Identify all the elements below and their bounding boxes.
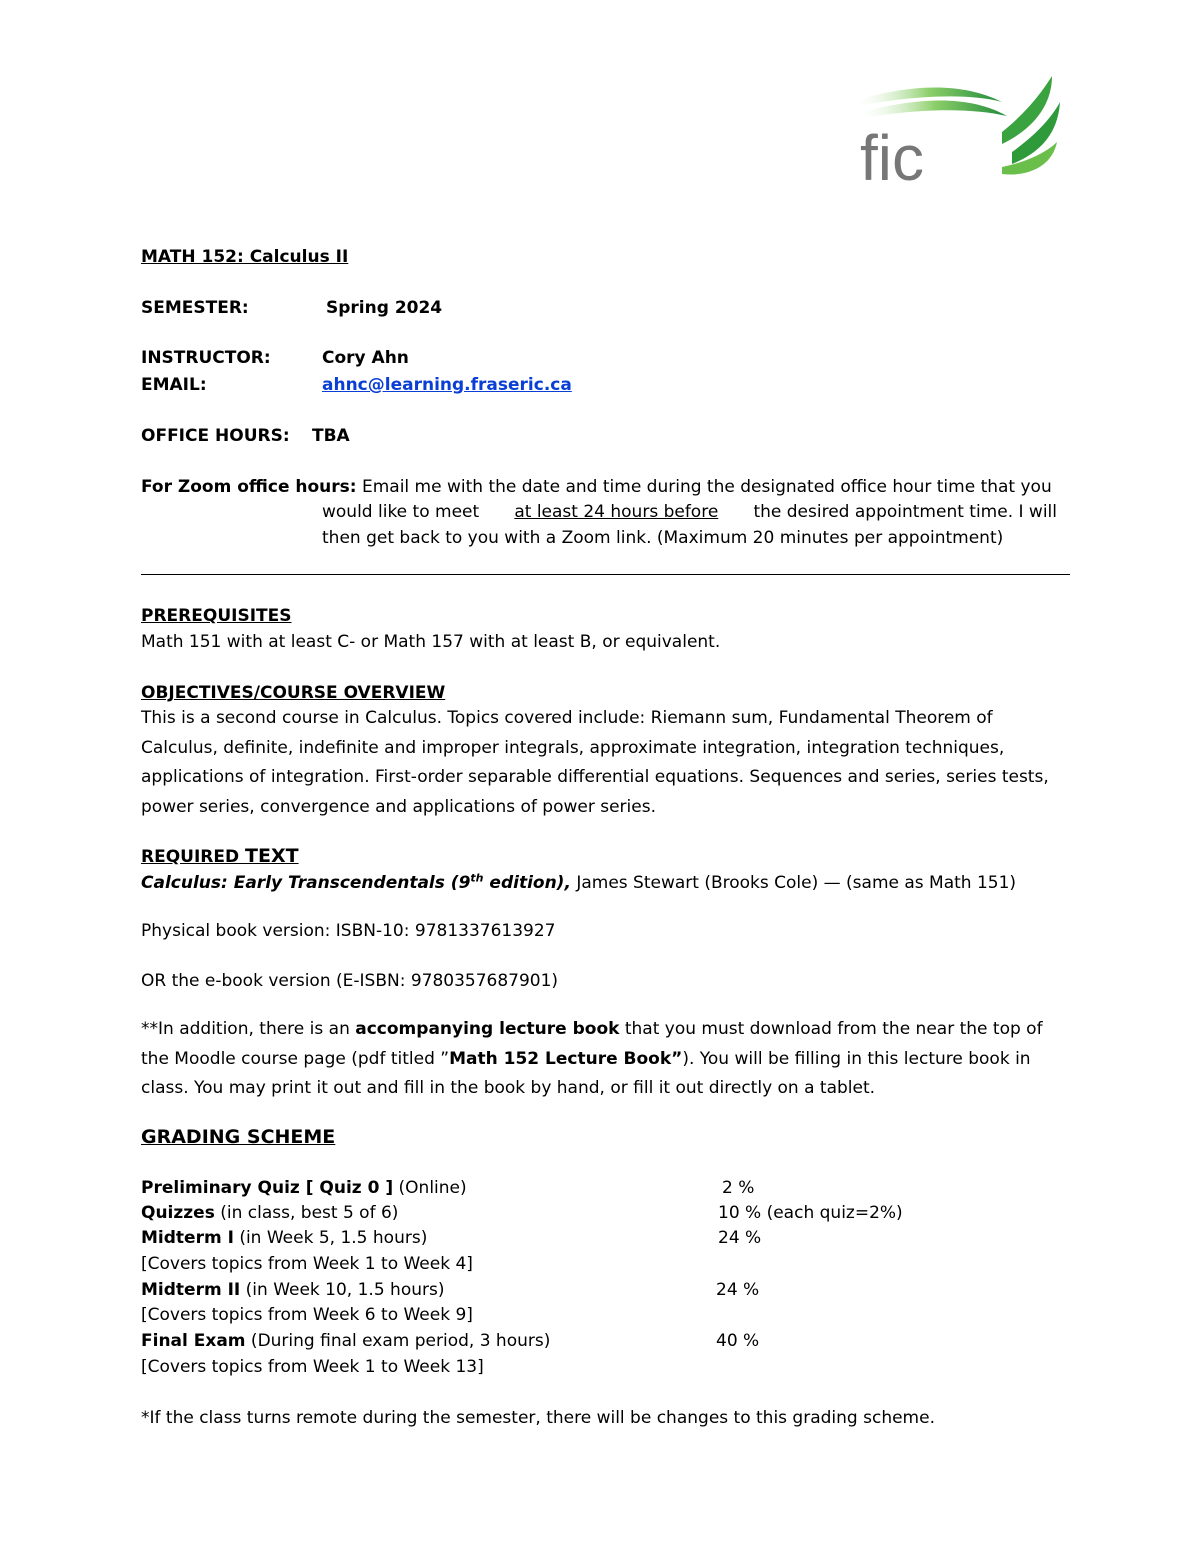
office-hours-label: OFFICE HOURS: bbox=[141, 426, 290, 446]
required-heading-part-b: TEXT bbox=[245, 845, 299, 867]
grading-row bbox=[141, 1228, 427, 1248]
grading-note: *If the class turns remote during the semester, there will be changes to this grading scheme. bbox=[141, 1408, 935, 1428]
zoom-line-1 bbox=[141, 477, 1052, 497]
book-title-end: edition), bbox=[483, 873, 571, 893]
grading-row bbox=[141, 1305, 473, 1325]
lecture-book-note bbox=[141, 1015, 1061, 1104]
book-title-sup: th bbox=[470, 871, 484, 885]
fic-logo bbox=[852, 72, 1062, 187]
book-citation bbox=[141, 873, 1016, 893]
grading-item-detail: (During final exam period, 3 hours) bbox=[245, 1331, 551, 1351]
grading-item-detail: (Online) bbox=[393, 1178, 467, 1198]
grading-row bbox=[141, 1357, 484, 1377]
grading-item-name: Midterm II bbox=[141, 1280, 241, 1300]
prereq-heading: PREREQUISITES bbox=[141, 606, 292, 626]
note-part-b: accompanying lecture book bbox=[355, 1019, 620, 1039]
grading-row bbox=[141, 1254, 473, 1274]
book-title: Calculus: Early Transcendentals (9 bbox=[141, 873, 471, 893]
zoom-text-1: Email me with the date and time during the designated office hour time that you bbox=[361, 477, 1052, 497]
grading-row bbox=[141, 1331, 550, 1351]
grading-item-name: Midterm I bbox=[141, 1228, 234, 1248]
zoom-line-2 bbox=[322, 502, 1057, 522]
zoom-label: For Zoom office hours: bbox=[141, 477, 357, 497]
grading-value: 40 % bbox=[716, 1331, 760, 1351]
physical-book: Physical book version: ISBN-10: 9781337613927 bbox=[141, 921, 556, 941]
objectives-heading: OBJECTIVES/COURSE OVERVIEW bbox=[141, 683, 446, 703]
grading-value: 2 % bbox=[722, 1178, 755, 1198]
course-title: MATH 152: Calculus II bbox=[141, 247, 349, 267]
grading-row bbox=[141, 1178, 467, 1198]
grading-item-name: Quizzes bbox=[141, 1203, 215, 1223]
grading-item-detail: (in class, best 5 of 6) bbox=[214, 1203, 399, 1223]
semester-label: SEMESTER: bbox=[141, 298, 249, 318]
required-heading-part-a: REQUIRED bbox=[141, 847, 246, 867]
office-hours-value: TBA bbox=[312, 426, 350, 446]
grading-value: 24 % bbox=[716, 1280, 760, 1300]
zoom-text-2-underlined: at least 24 hours before bbox=[514, 502, 719, 522]
ebook-version: OR the e-book version (E-ISBN: 9780357687901) bbox=[141, 971, 559, 991]
email-link[interactable]: ahnc@learning.fraseric.ca bbox=[322, 375, 572, 395]
grading-heading: GRADING SCHEME bbox=[141, 1126, 336, 1148]
instructor-value: Cory Ahn bbox=[322, 348, 409, 368]
note-part-a: **In addition, there is an bbox=[141, 1019, 356, 1039]
grading-item-detail: [Covers topics from Week 1 to Week 13] bbox=[141, 1357, 484, 1377]
grading-row bbox=[141, 1203, 398, 1223]
logo-text: fic bbox=[860, 122, 924, 187]
grading-item-name: Final Exam bbox=[141, 1331, 246, 1351]
horizontal-rule bbox=[141, 574, 1070, 575]
note-part-e: ). You will be filling in this lecture book in class. You may print it out and fill in the book by hand, or fill it out directly on a tablet. bbox=[141, 1048, 1031, 1098]
email-label: EMAIL: bbox=[141, 375, 207, 395]
semester-value: Spring 2024 bbox=[326, 298, 443, 318]
book-author: James Stewart (Brooks Cole) — (same as Math 151) bbox=[570, 873, 1017, 893]
grading-item-detail: (in Week 5, 1.5 hours) bbox=[233, 1228, 428, 1248]
grading-row bbox=[141, 1280, 444, 1300]
grading-item-detail: [Covers topics from Week 1 to Week 4] bbox=[141, 1254, 473, 1274]
required-text-heading bbox=[141, 845, 299, 868]
zoom-text-2b: the desired appointment time. I will bbox=[753, 502, 1057, 522]
note-part-c: that you must download from the near the top of the Moodle course page (pdf titled ” bbox=[141, 1019, 1043, 1069]
prereq-text: Math 151 with at least C- or Math 157 with at least B, or equivalent. bbox=[141, 632, 721, 652]
grading-item-name: Preliminary Quiz [ Quiz 0 ] bbox=[141, 1178, 394, 1198]
note-part-d: Math 152 Lecture Book” bbox=[449, 1048, 683, 1069]
grading-item-detail: (in Week 10, 1.5 hours) bbox=[240, 1280, 445, 1300]
grading-item-detail: [Covers topics from Week 6 to Week 9] bbox=[141, 1305, 473, 1325]
objectives-text: This is a second course in Calculus. Topics covered include: Riemann sum, Fundamental Theorem of Calculus, definite, indefinite and improper integrals, approximate integration, integration techniques, applications of integration. First-order separable differential equations. Sequences and series, series tests, power series, convergence and applications of power series. bbox=[141, 708, 1049, 817]
zoom-text-2a: would like to meet bbox=[322, 502, 480, 522]
grading-value: 10 % (each quiz=2%) bbox=[718, 1203, 903, 1223]
instructor-label: INSTRUCTOR: bbox=[141, 348, 271, 368]
grading-value: 24 % bbox=[718, 1228, 762, 1248]
zoom-text-3: then get back to you with a Zoom link. (Maximum 20 minutes per appointment) bbox=[322, 528, 1004, 548]
